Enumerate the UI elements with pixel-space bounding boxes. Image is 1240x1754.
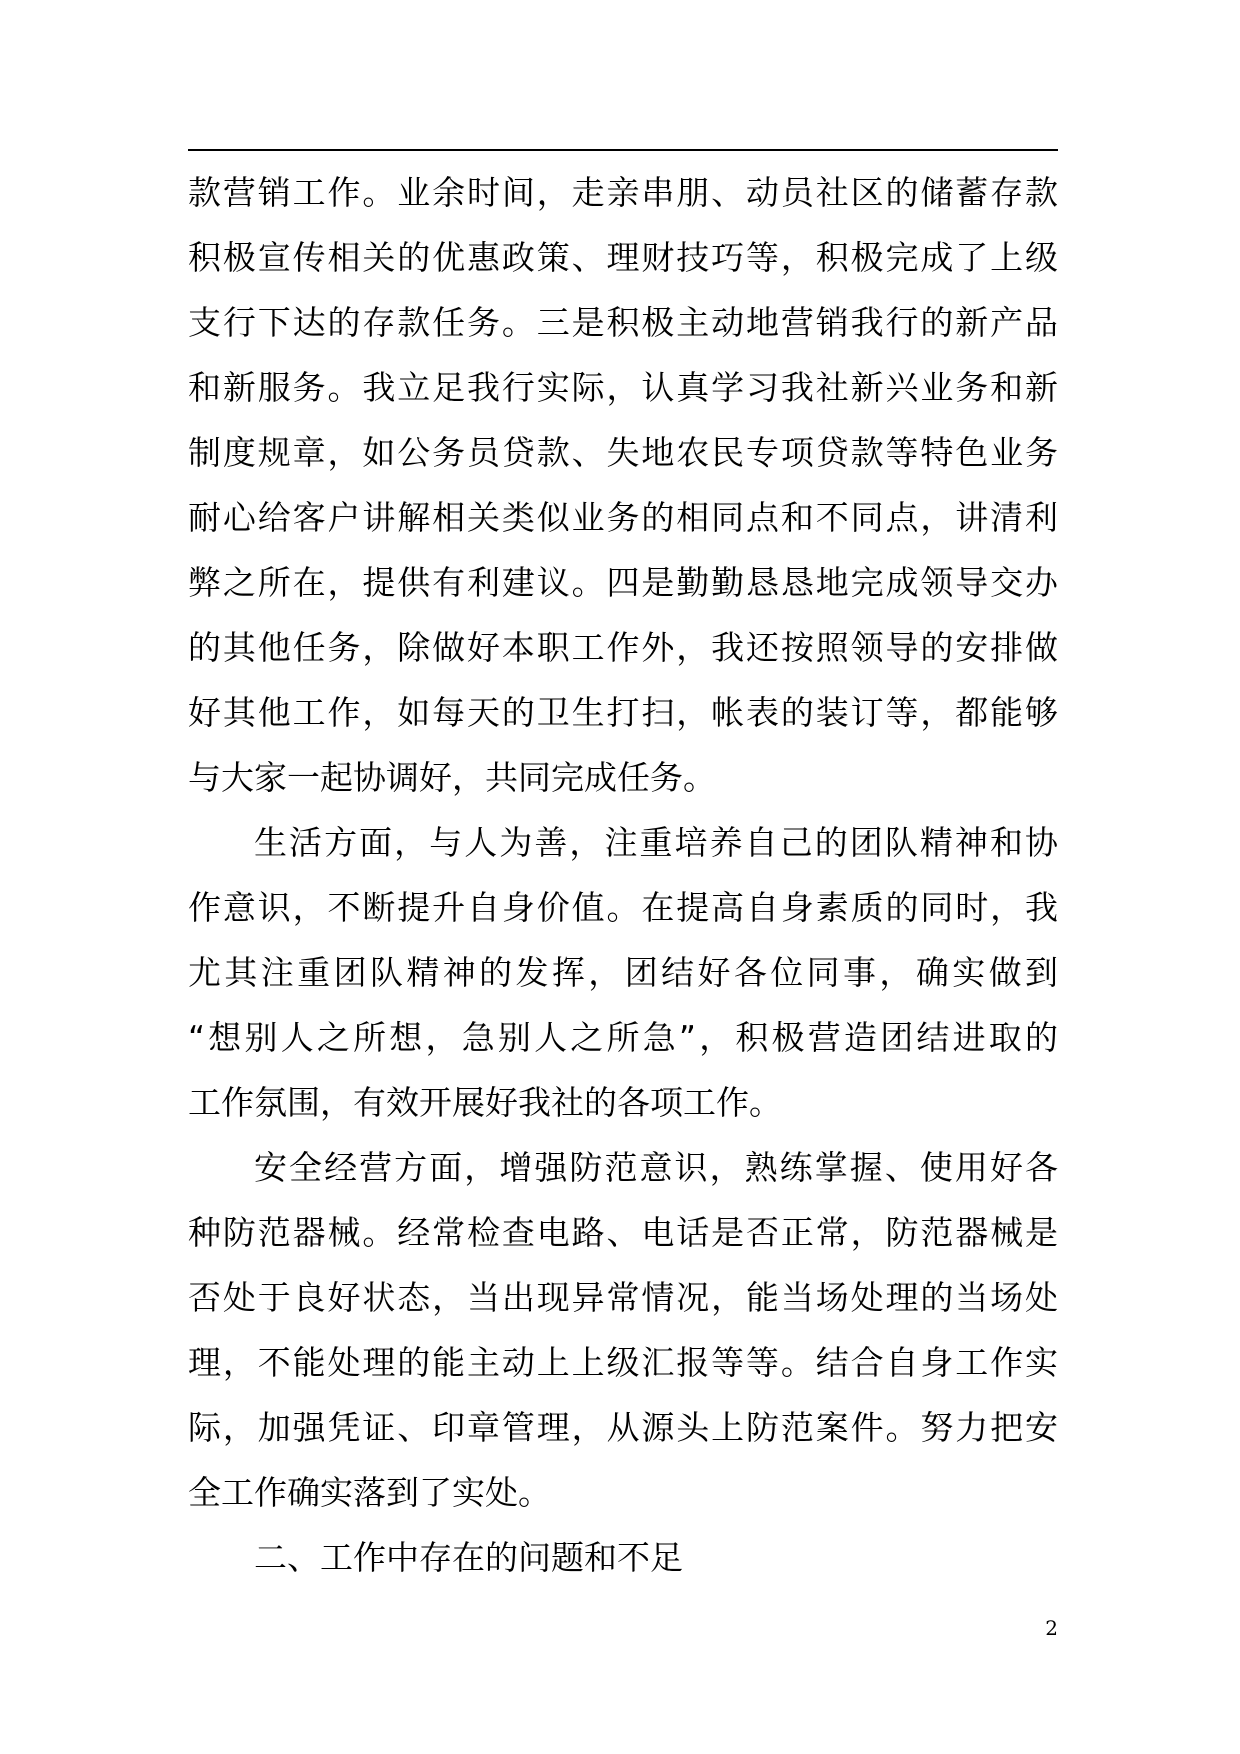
text-line: 全工作确实落到了实处。 — [188, 1473, 551, 1512]
text-line: 和新服务。我立足我行实际，认真学习我社新兴业务和新 — [188, 368, 1058, 407]
text-line: 理，不能处理的能主动上上级汇报等等。结合自身工作实 — [188, 1343, 1058, 1382]
section-heading: 二、工作中存在的问题和不足 — [254, 1538, 683, 1577]
text-line: 与大家一起协调好，共同完成任务。 — [188, 758, 716, 797]
paragraph-first-line: 生活方面，与人为善，注重培养自己的团队精神和协 — [254, 823, 1058, 862]
header-rule — [188, 149, 1058, 151]
text-line: 的其他任务，除做好本职工作外，我还按照领导的安排做 — [188, 628, 1058, 667]
text-line: 种防范器械。经常检查电路、电话是否正常，防范器械是 — [188, 1213, 1058, 1252]
text-line: 好其他工作，如每天的卫生打扫，帐表的装订等，都能够 — [188, 693, 1058, 732]
text-line: 际，加强凭证、印章管理，从源头上防范案件。努力把安 — [188, 1408, 1058, 1447]
text-line: 款营销工作。业余时间，走亲串朋、动员社区的储蓄存款 — [188, 173, 1058, 212]
text-line: 尤其注重团队精神的发挥，团结好各位同事，确实做到 — [188, 953, 1058, 992]
text-line: 否处于良好状态，当出现异常情况，能当场处理的当场处 — [188, 1278, 1058, 1317]
page-number: 2 — [1045, 1616, 1058, 1640]
text-line: 工作氛围，有效开展好我社的各项工作。 — [188, 1083, 782, 1122]
text-line: 耐心给客户讲解相关类似业务的相同点和不同点，讲清利 — [188, 498, 1058, 537]
text-line: 弊之所在，提供有利建议。四是勤勤恳恳地完成领导交办 — [188, 563, 1058, 602]
body-text — [188, 160, 1058, 1590]
text-line: 制度规章，如公务员贷款、失地农民专项贷款等特色业务 — [188, 433, 1058, 472]
text-line: “想别人之所想，急别人之所急”，积极营造团结进取的 — [188, 1018, 1058, 1057]
text-line: 作意识，不断提升自身价值。在提高自身素质的同时，我 — [188, 888, 1058, 927]
paragraph-first-line: 安全经营方面，增强防范意识，熟练掌握、使用好各 — [254, 1148, 1058, 1187]
text-line: 支行下达的存款任务。三是积极主动地营销我行的新产品 — [188, 303, 1058, 342]
text-line: 积极宣传相关的优惠政策、理财技巧等，积极完成了上级 — [188, 238, 1058, 277]
